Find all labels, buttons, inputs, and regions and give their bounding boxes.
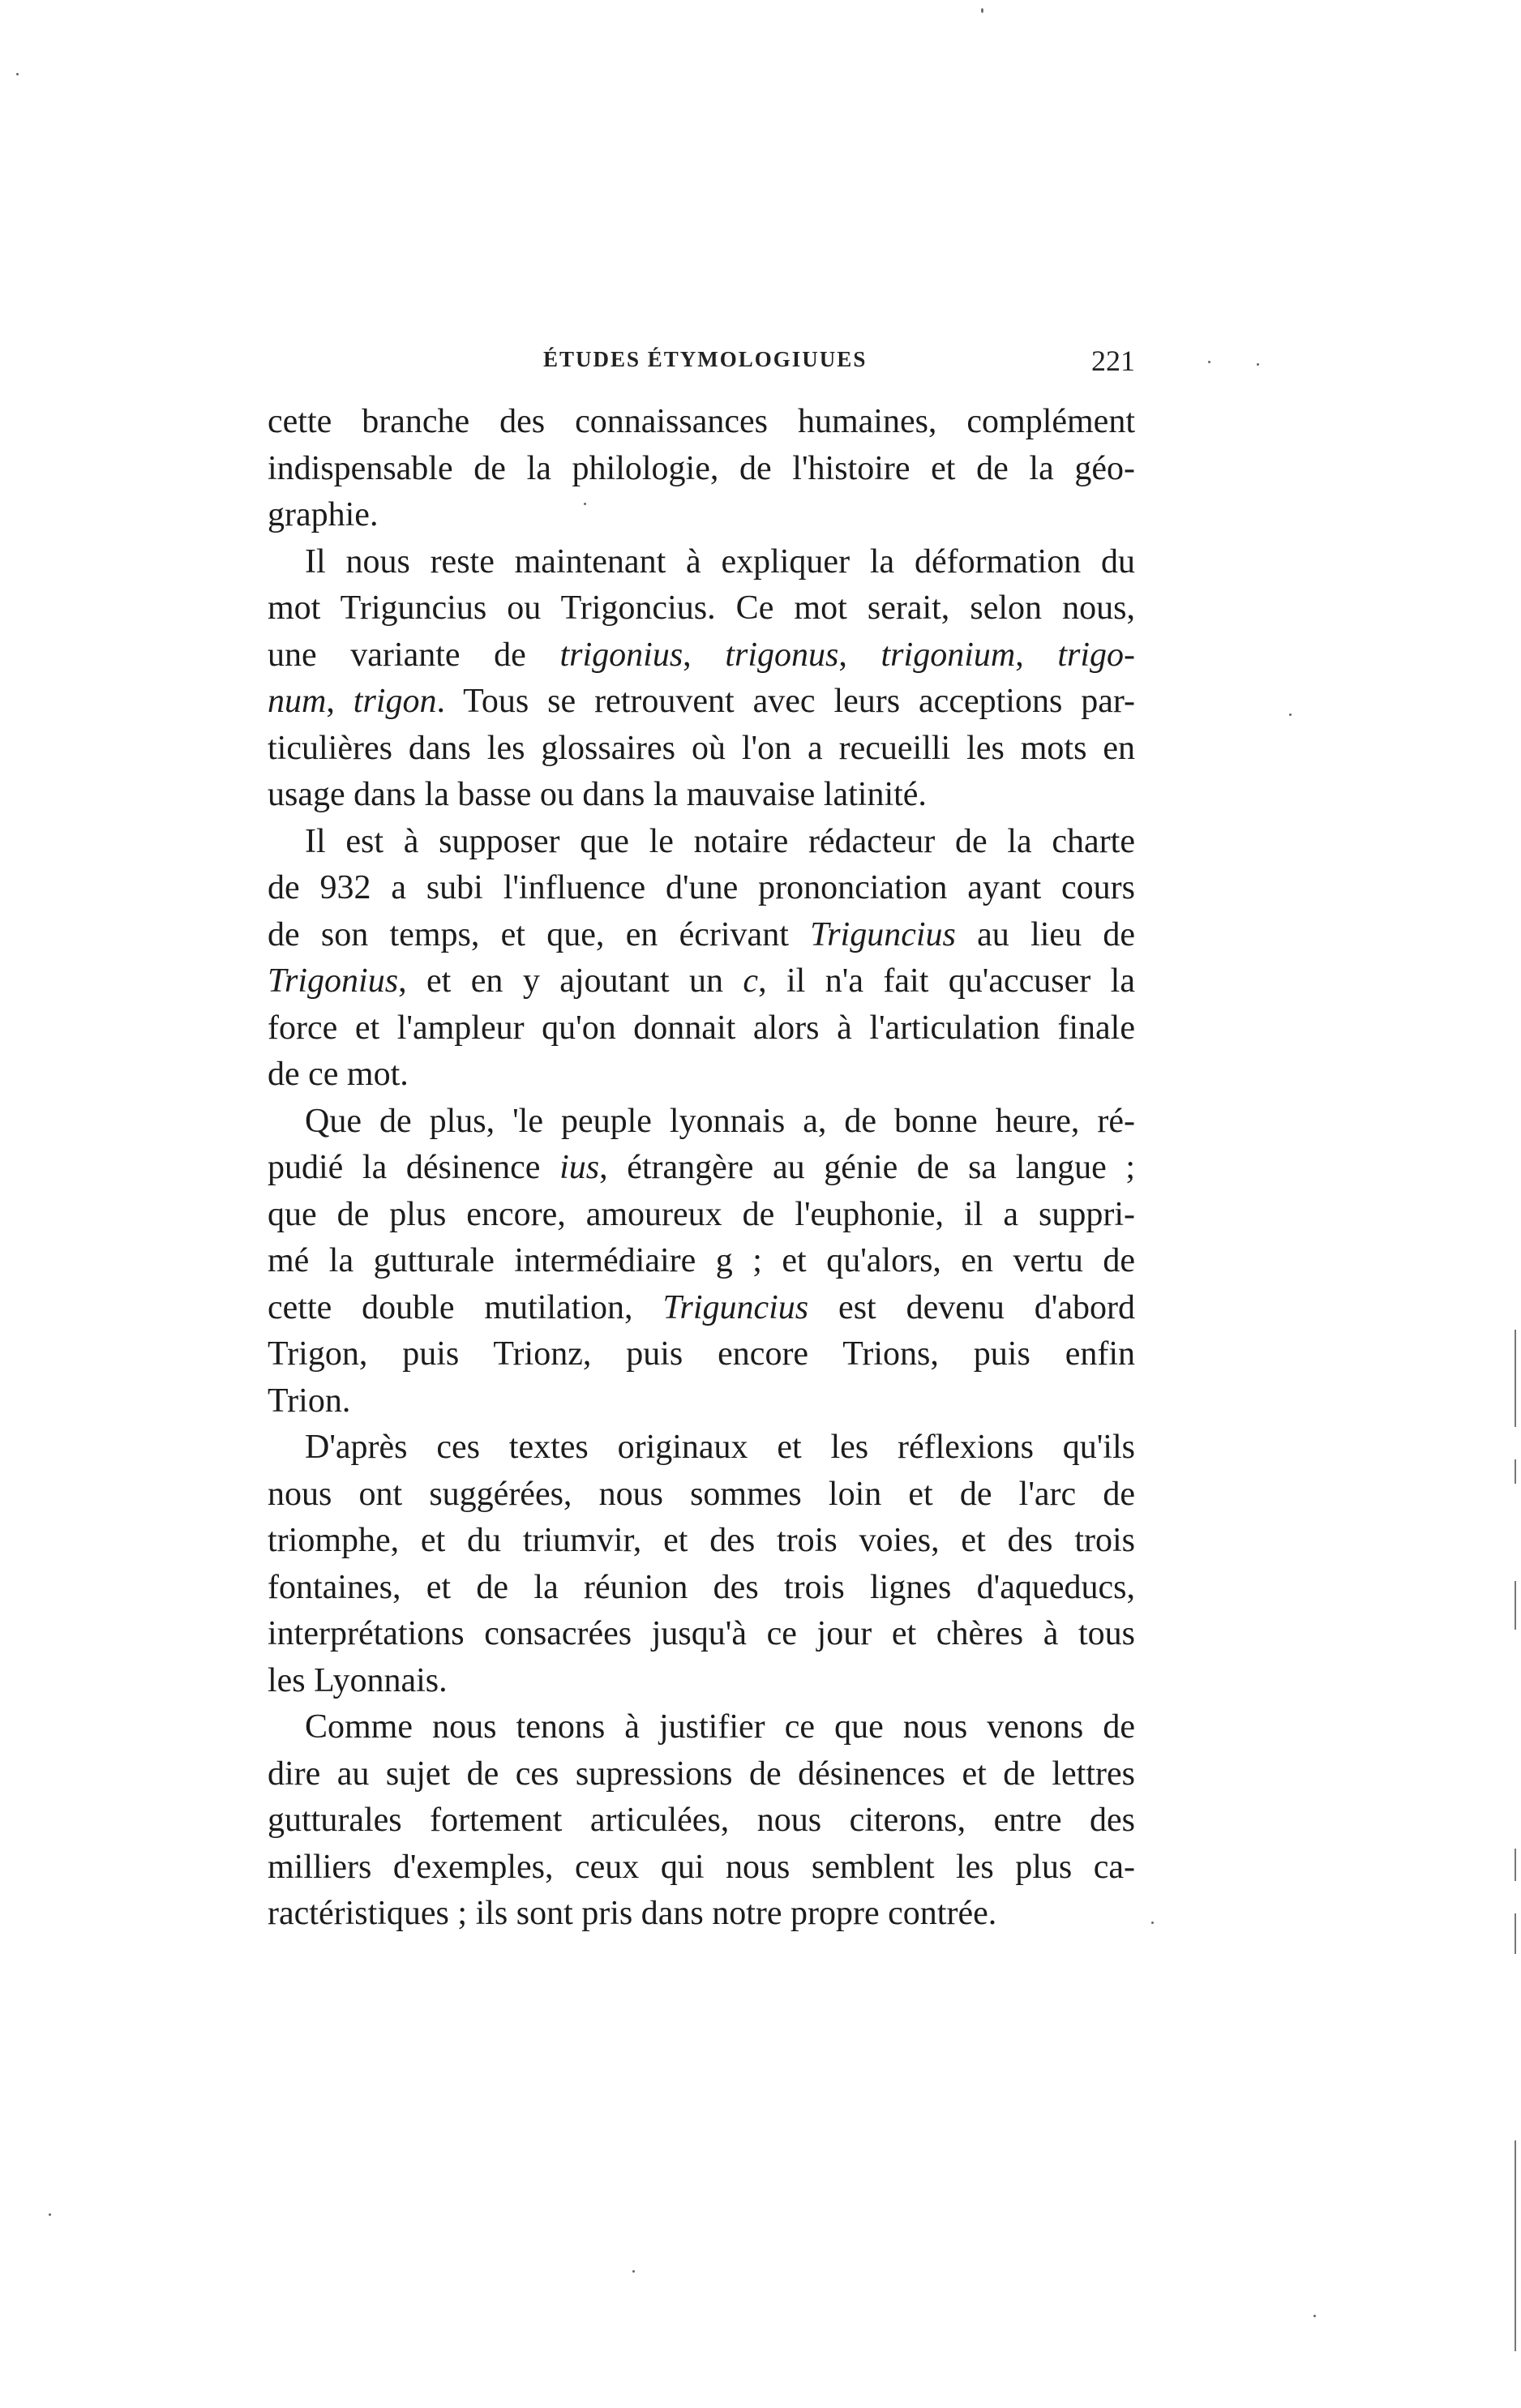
text-line: nous ont suggérées, nous sommes loin et de l'arc de (268, 1475, 1135, 1513)
text-line: Que de plus, 'le peuple lyonnais a, de bonne heure, ré- (305, 1102, 1135, 1140)
text-line: Trigon, puis Trionz, puis encore Trions, puis enfin (268, 1335, 1135, 1373)
text-line: une variante de trigonius, trigonus, trigonium, trigo- (268, 636, 1136, 674)
page-number: 221 (1091, 345, 1135, 377)
scan-margin-mark (1515, 2140, 1516, 2351)
text-line: interprétations consacrées jusqu'à ce jour et chères à tous (268, 1615, 1135, 1652)
text-line: cette branche des connaissances humaines, complément (268, 403, 1135, 440)
text-line: dire au sujet de ces supressions de désinences et de lettres (268, 1755, 1135, 1793)
text-line: fontaines, et de la réunion des trois lignes d'aqueducs, (268, 1568, 1135, 1606)
text-line: de ce mot. (268, 1056, 409, 1093)
text-line: milliers d'exemples, ceux qui nous semblent les plus ca- (268, 1848, 1135, 1886)
text-line: mot Triguncius ou Trigoncius. Ce mot serait, selon nous, (268, 589, 1135, 627)
text-line: indispensable de la philologie, de l'histoire et de la géo- (268, 449, 1135, 487)
text-line: Il est à supposer que le notaire rédacteur de la charte (305, 822, 1135, 860)
scan-margin-mark (1515, 1459, 1516, 1484)
text-line: graphie. (268, 496, 379, 533)
scan-margin-mark (1515, 1330, 1516, 1427)
text-line: triomphe, et du triumvir, et des trois voies, et des trois (268, 1522, 1135, 1559)
scan-margin-mark (1515, 1581, 1516, 1630)
text-line: que de plus encore, amoureux de l'euphonie, il a suppri- (268, 1195, 1135, 1233)
text-line: ticulières dans les glossaires où l'on a recueilli les mots en (268, 729, 1135, 767)
text-line: usage dans la basse ou dans la mauvaise latinité. (268, 776, 927, 813)
body-text (268, 399, 1135, 1938)
scan-margin-mark (1515, 1913, 1516, 1954)
scan-margin-mark (1515, 1849, 1516, 1881)
text-line: num, trigon. Tous se retrouvent avec leurs acceptions par- (268, 683, 1135, 720)
text-line: les Lyonnais. (268, 1661, 448, 1699)
text-line: cette double mutilation, Triguncius est devenu d'abord (268, 1288, 1135, 1326)
running-head (268, 347, 1135, 386)
text-line: Trion. (268, 1382, 351, 1420)
running-title: ÉTUDES ÉTYMOLOGIUUES (543, 347, 868, 371)
text-line: ractéristiques ; ils sont pris dans notre propre contrée. (268, 1895, 997, 1932)
text-line: Il nous reste maintenant à expliquer la déformation du (305, 542, 1135, 581)
text-line: mé la gutturale intermédiaire g ; et qu'alors, en vertu de (268, 1242, 1135, 1279)
text-line: D'après ces textes originaux et les réflexions qu'ils (305, 1429, 1135, 1466)
text-line: force et l'ampleur qu'on donnait alors à l'articulation finale (268, 1009, 1135, 1047)
text-line: Trigonius, et en y ajoutant un c, il n'a fait qu'accuser la (268, 962, 1135, 1000)
text-line: pudié la désinence ius, étrangère au génie de sa langue ; (268, 1149, 1135, 1186)
text-line: Comme nous tenons à justifier ce que nous venons de (305, 1708, 1135, 1746)
text-line: gutturales fortement articulées, nous citerons, entre des (268, 1802, 1135, 1839)
text-line: de 932 a subi l'influence d'une prononciation ayant cours (268, 869, 1135, 906)
text-line: de son temps, et que, en écrivant Triguncius au lieu de (268, 915, 1135, 953)
